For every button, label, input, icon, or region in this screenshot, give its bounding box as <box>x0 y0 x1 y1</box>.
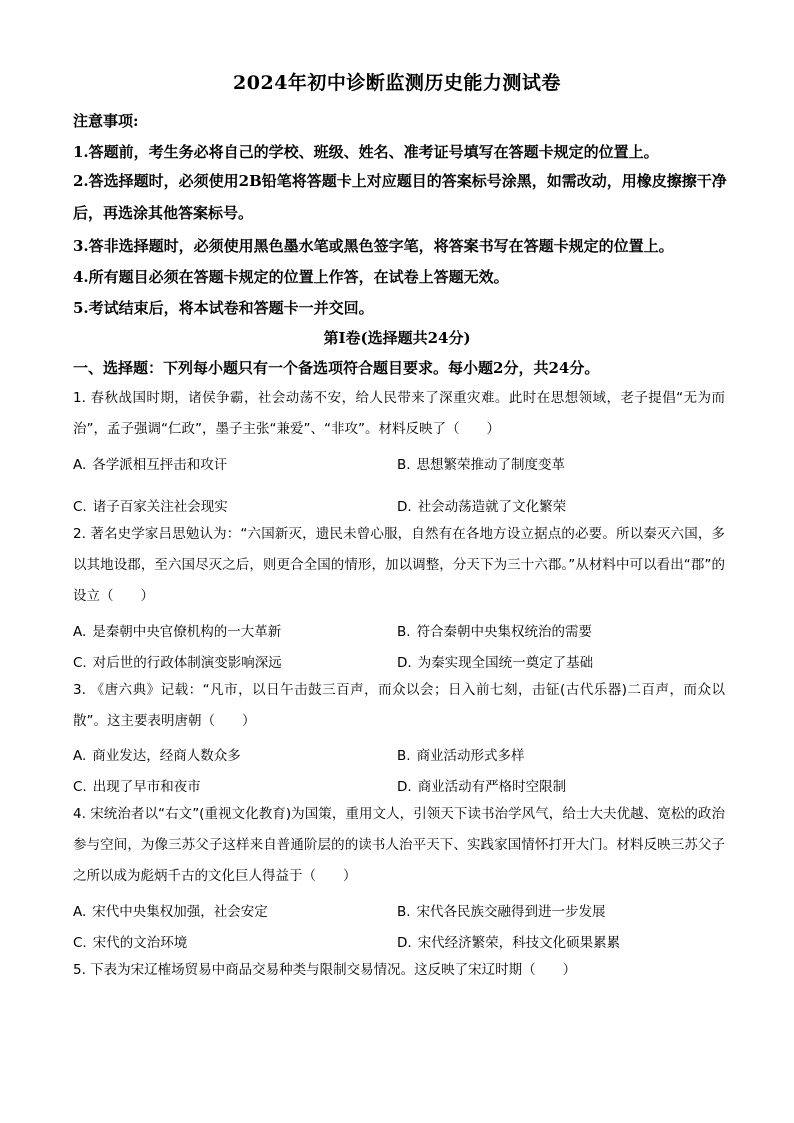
option-letter: B. <box>397 748 411 764</box>
option-letter: B. <box>397 904 411 920</box>
notice-heading: 注意事项: <box>73 112 139 130</box>
option-letter: C. <box>73 499 87 515</box>
question-4-option-c <box>73 931 187 951</box>
question-4-text: 4. 宋统治者以“右文”(重视文化教育)为国策，重用文人，引领天下读书治学风气，给士大夫优越、宽松的政治参与空间，为像三苏父子这样来自普通阶层的的读书人治平天下、实践家国情怀打开大门。材料反映三苏父子之所以成为彪炳千古的文化巨人得益于（ ） <box>73 806 725 884</box>
notice-item-1: 1.答题前，考生务必将自己的学校、班级、姓名、准考证号填写在答题卡规定的位置上。 <box>73 143 659 161</box>
question-2-option-d <box>397 651 593 671</box>
option-text: 符合秦朝中央集权统治的需要 <box>416 624 593 640</box>
section-title: 一、选择题：下列每小题只有一个备选项符合题目要求。每小题2分，共24分。 <box>73 359 600 377</box>
question-4-option-d <box>397 931 620 951</box>
question-3-option-d <box>397 775 566 795</box>
option-letter: A. <box>73 904 87 920</box>
option-text: 宋代经济繁荣，科技文化硕果累累 <box>417 935 621 951</box>
option-text: 对后世的行政体制演变影响深远 <box>92 655 282 671</box>
option-letter: B. <box>397 624 411 640</box>
option-text: 社会动荡造就了文化繁荣 <box>417 499 567 515</box>
question-1-option-c <box>73 495 228 515</box>
option-letter: C. <box>73 655 87 671</box>
option-text: 宋代中央集权加强，社会安定 <box>92 904 268 920</box>
question-1-option-a <box>73 453 227 473</box>
page-title: 2024年初中诊断监测历史能力测试卷 <box>233 72 561 94</box>
option-letter: B. <box>397 457 411 473</box>
option-letter: D. <box>397 935 412 951</box>
option-text: 各学派相互抨击和攻讦 <box>92 457 228 473</box>
option-letter: D. <box>397 499 412 515</box>
notice-item-2: 2.答选择题时，必须使用2B铅笔将答题卡上对应题目的答案标号涂黑，如需改动，用橡皮擦擦干净后，再选涂其他答案标号。 <box>73 172 727 222</box>
part-title: 第Ⅰ卷(选择题共24分) <box>323 329 471 347</box>
option-letter: D. <box>397 779 412 795</box>
question-3-option-a <box>73 744 241 764</box>
question-3-option-c <box>73 775 201 795</box>
option-text: 诸子百家关注社会现实 <box>92 499 228 515</box>
option-letter: A. <box>73 624 87 640</box>
question-1-text: 1. 春秋战国时期，诸侯争霸，社会动荡不安，给人民带来了深重灾难。此时在思想领域，老子提倡“无为而治”，孟子强调“仁政”，墨子主张“兼爱”、“非攻”。材料反映了（ ） <box>73 390 725 437</box>
question-5-text: 5. 下表为宋辽榷场贸易中商品交易种类与限制交易情况。这反映了宋辽时期（ ） <box>73 962 577 978</box>
question-3-text: 3. 《唐六典》记载：“凡市，以日午击鼓三百声，而众以会；日入前七刻，击钲(古代乐器)二百声，而众以散”。这主要表明唐朝（ ） <box>73 682 725 729</box>
question-1-option-d <box>397 495 566 515</box>
option-letter: A. <box>73 457 87 473</box>
option-letter: C. <box>73 779 87 795</box>
question-2-option-b <box>397 620 592 640</box>
question-2-text: 2. 著名史学家吕思勉认为：“六国新灭，遗民未曾心服，自然有在各地方设立据点的必要。所以秦灭六国，多以其地设郡，至六国尽灭之后，则更合全国的情形，加以调整，分天下为三十六郡。”从材料中可以看出“郡”的设立（ ） <box>73 526 725 604</box>
question-1-option-b <box>397 453 565 473</box>
option-text: 出现了早市和夜市 <box>92 779 201 795</box>
option-text: 宋代各民族交融得到进一步发展 <box>416 904 606 920</box>
option-letter: A. <box>73 748 87 764</box>
notice-item-4: 4.所有题目必须在答题卡规定的位置上作答，在试卷上答题无效。 <box>73 268 509 286</box>
option-letter: C. <box>73 935 87 951</box>
option-text: 商业发达，经商人数众多 <box>92 748 241 764</box>
option-text: 宋代的文治环境 <box>92 935 188 951</box>
question-4-option-b <box>397 900 606 920</box>
question-4-option-a <box>73 900 268 920</box>
notice-item-5: 5.考试结束后，将本试卷和答题卡一并交回。 <box>73 299 374 317</box>
question-2-option-c <box>73 651 282 671</box>
option-text: 思想繁荣推动了制度变革 <box>416 457 566 473</box>
option-text: 为秦实现全国统一奠定了基础 <box>417 655 594 671</box>
option-letter: D. <box>397 655 412 671</box>
notice-item-3: 3.答非选择题时，必须使用黑色墨水笔或黑色签字笔，将答案书写在答题卡规定的位置上。 <box>73 237 674 255</box>
option-text: 商业活动形式多样 <box>416 748 525 764</box>
option-text: 商业活动有严格时空限制 <box>417 779 567 795</box>
question-2-option-a <box>73 620 281 640</box>
option-text: 是秦朝中央官僚机构的一大革新 <box>92 624 282 640</box>
question-3-option-b <box>397 744 525 764</box>
